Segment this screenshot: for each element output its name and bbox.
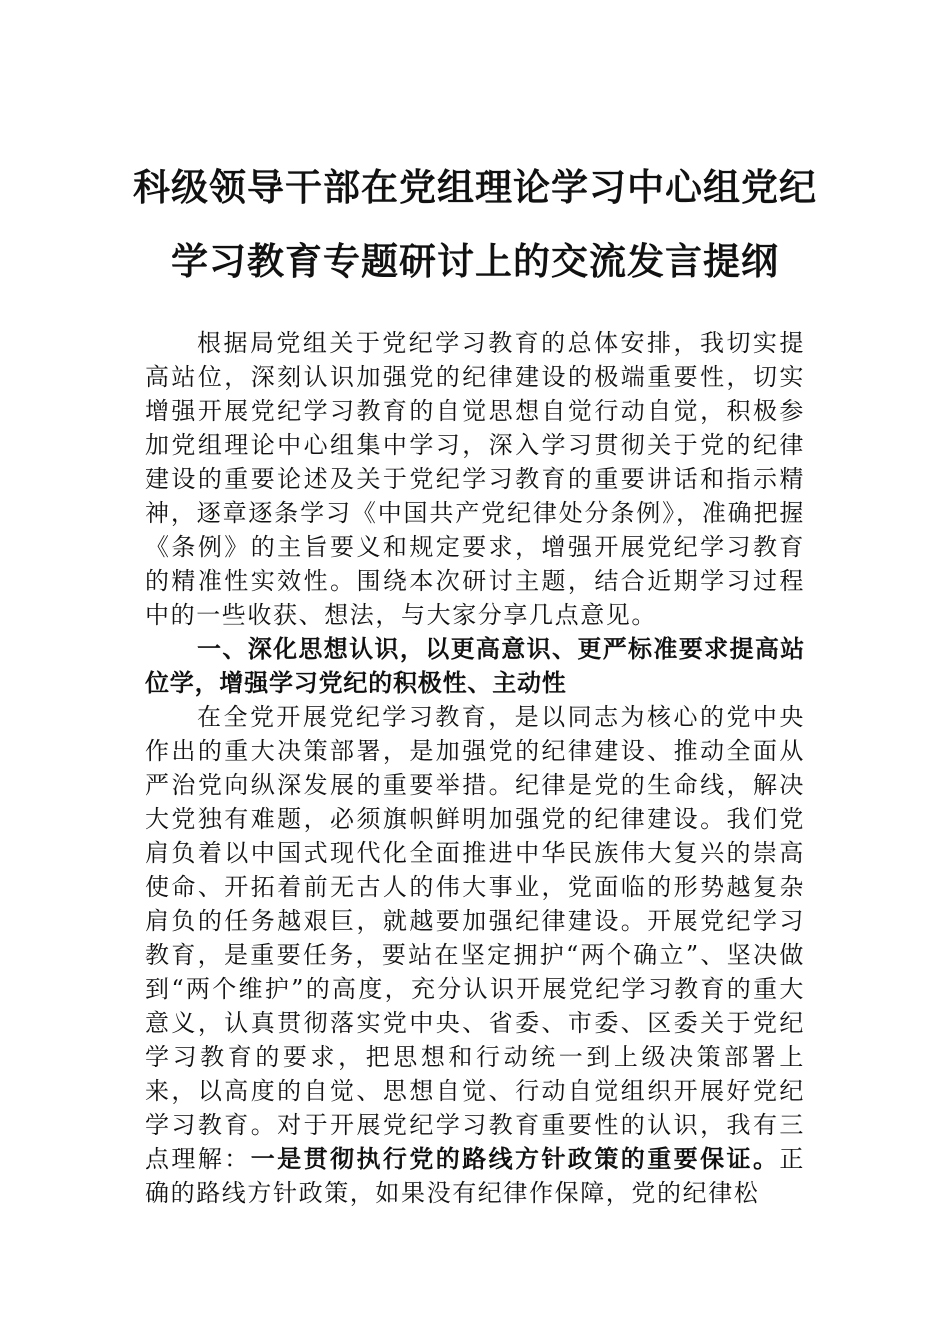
section-1-point-1: 一是贯彻执行党的路线方针政策的重要保证。 bbox=[250, 1144, 780, 1173]
intro-paragraph: 根据局党组关于党纪学习教育的总体安排，我切实提高站位，深刻认识加强党的纪律建设的极端重要性，切实增强开展党纪学习教育的自觉思想自觉行动自觉，积极参加党组理论中心组集中学习，深入学习贯彻关于党的纪律建设的重要论述及关于党纪学习教育的重要讲话和指示精神，逐章逐条学习《中国共产党纪律处分条例》，准确把握《条例》的主旨要义和规定要求，增强开展党纪学习教育的精准性实效性。围绕本次研讨主题，结合近期学习过程中的一些收获、想法，与大家分享几点意见。 bbox=[145, 329, 805, 629]
section-1-body-continued: 正确的路线方针政策，如果没有纪律作保障，党的纪律松 bbox=[145, 1145, 805, 1207]
title-line-1: 科级领导干部在党组理论学习中心组党纪 bbox=[133, 165, 817, 209]
section-1-heading: 一、深化思想认识，以更高意识、更严标准要求提高站位学，增强学习党纪的积极性、主动性 bbox=[145, 635, 805, 697]
section-1-body: 在全党开展党纪学习教育，是以同志为核心的党中央作出的重大决策部署，是加强党的纪律建设、推动全面从严治党向纵深发展的重要举措。纪律是党的生命线，解决大党独有难题，必须旗帜鲜明加强党的纪律建设。我们党肩负着以中国式现代化全面推进中华民族伟大复兴的崇高使命、开拓着前无古人的伟大事业，党面临的形势越复杂肩负的任务越艰巨，就越要加强纪律建设。开展党纪学习教育，是重要任务，要站在坚定拥护“两个确立”、坚决做到“两个维护”的高度，充分认识开展党纪学习教育的重大意义，认真贯彻落实党中央、省委、市委、区委关于党纪学习教育的要求，把思想和行动统一到上级决策部署上来，以高度的自觉、思想自觉、行动自觉组织开展好党纪学习教育。对于开展党纪学习教育重要性的认识，我有三点理解： bbox=[145, 703, 805, 1173]
section-1-paragraph bbox=[145, 700, 805, 1210]
title-line-2: 学习教育专题研讨上的交流发言提纲 bbox=[171, 239, 779, 283]
document-body bbox=[145, 326, 805, 1210]
document-title bbox=[120, 150, 830, 298]
